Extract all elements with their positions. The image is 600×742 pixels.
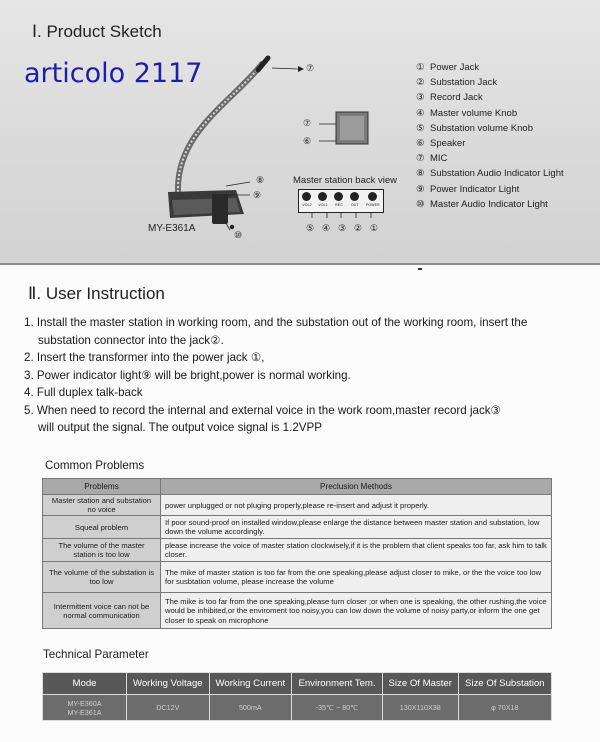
legend-item: ③ Record Jack [416, 92, 483, 104]
common-problems-table [42, 478, 552, 629]
table-row [43, 495, 552, 516]
header-voltage: Working Voltage [127, 673, 210, 695]
table-row [43, 516, 552, 539]
callout-mic: ⑦ [306, 63, 315, 73]
instruction-item: 2. Insert the transformer into the power jack ①, [24, 351, 265, 364]
product-sketch-panel [0, 0, 600, 265]
current-cell: 500mA [209, 695, 292, 721]
mode-cell: MY-E360A MY-E361A [43, 695, 127, 721]
legend-item: ② Substation Jack [416, 77, 498, 89]
callout-speaker: ⑥ [303, 136, 312, 146]
header-problems: Problems [43, 479, 161, 495]
instruction-item: 1. Install the master station in working room, and the substation out of the working room, insert the [24, 316, 528, 329]
callout-mic-side: ⑦ [303, 118, 312, 128]
method-cell: please increase the voice of master station clockwisely,if it is the problem that client speaks too far, ask him to talk closer. [161, 539, 552, 562]
jack-icon [368, 192, 377, 201]
table-header-row [43, 673, 552, 695]
port-out: OUT [350, 192, 359, 207]
legend-item: ① Power Jack [416, 62, 480, 73]
sub-size-cell: φ 70X18 [458, 695, 551, 721]
instruction-item: 4. Full duplex talk-back [24, 386, 143, 399]
table-header-row [43, 479, 552, 495]
legend-item: ⑦ MIC [416, 153, 448, 165]
problem-cell: The volume of the master station is too low [43, 539, 161, 562]
method-cell: The mike is too far from the one speaking,please turn closer ;or when one is speaking, the other rushing,the voice would be inhibited,or the enviroment too noisy,you can low down the volume of noisy party,or inform the one get closer to speak on microphone [161, 593, 552, 629]
master-size-cell: 130X110X38 [382, 695, 458, 721]
legend-item: ⑥ Speaker [416, 138, 466, 150]
port-vol1: VOL1 [318, 192, 327, 207]
header-master-size: Size Of Master [382, 673, 458, 695]
instruction-item: 5. When need to record the internal and external voice in the work room,master record jack③ [24, 403, 501, 417]
header-env: Environment Tem. [292, 673, 383, 695]
table-row [43, 593, 552, 629]
model-label: MY-E361A [148, 223, 196, 234]
header-mode: Mode [43, 673, 127, 695]
technical-parameter-table [42, 672, 552, 721]
legend-item: ⑤ Substation volume Knob [416, 122, 533, 134]
jack-icon [302, 192, 311, 201]
instruction-list [24, 314, 584, 437]
method-cell: power unplugged or not pluging properly,please re-insert and adjust it properly. [161, 495, 552, 516]
callout-substation-light: ⑧ [256, 175, 265, 185]
article-number-label: articolo 2117 [24, 58, 203, 89]
env-cell: -35℃ ~ 80℃ [292, 695, 383, 721]
port-numbers: ⑤ ④ ③ ② ① [306, 223, 378, 233]
legend-item: ⑩ Master Audio Indicator Light [416, 198, 548, 210]
port-vol2: VOL2 [302, 192, 311, 207]
problem-cell: Master station and substation no voice [43, 495, 161, 516]
jack-icon [318, 192, 327, 201]
parts-legend [416, 60, 564, 212]
divider-mark [418, 268, 422, 270]
jack-icon [350, 192, 359, 201]
back-view-title: Master station back view [293, 175, 398, 186]
callout-master-light: ⑩ [234, 230, 243, 240]
section-title-common-problems: Common Problems [45, 459, 145, 472]
instruction-item-cont: will output the signal. The output voice signal is 1.2VPP [38, 421, 323, 434]
callout-power-light: ⑨ [253, 190, 262, 200]
method-cell: If poor sound-proof on installed window,please enlarge the distance between master station and substation, low down the volume accordingly. [161, 516, 552, 539]
legend-item: ④ Master volume Knob [416, 107, 518, 119]
instruction-item-cont: substation connector into the jack②. [38, 333, 224, 347]
header-methods: Preclusion Methods [161, 479, 552, 495]
back-view-panel [298, 189, 384, 213]
voltage-cell: DC12V [127, 695, 210, 721]
header-sub-size: Size Of Substation [458, 673, 551, 695]
section-title-product-sketch: Ⅰ. Product Sketch [32, 22, 162, 41]
legend-item: ⑨ Power Indicator Light [416, 183, 520, 195]
port-rec: REC [334, 192, 343, 207]
jack-icon [334, 192, 343, 201]
legend-item: ⑧ Substation Audio Indicator Light [416, 168, 564, 180]
section-title-user-instruction: Ⅱ. User Instruction [28, 284, 165, 303]
method-cell: The mike of master station is too far from the one speaking,please adjust closer to mike, or the the voice too low for susbtation volume, please increase the volume [161, 562, 552, 593]
instruction-item: 3. Power indicator light⑨ will be bright,power is normal working. [24, 368, 351, 382]
problem-cell: Squeal problem [43, 516, 161, 539]
port-power: POWER [366, 192, 380, 207]
section-title-technical-parameter: Technical Parameter [43, 648, 149, 661]
table-row [43, 695, 552, 721]
header-current: Working Current [209, 673, 292, 695]
table-row [43, 539, 552, 562]
problem-cell: Intermittent voice can not be normal communication [43, 593, 161, 629]
problem-cell: The volume of the substation is too low [43, 562, 161, 593]
table-row [43, 562, 552, 593]
